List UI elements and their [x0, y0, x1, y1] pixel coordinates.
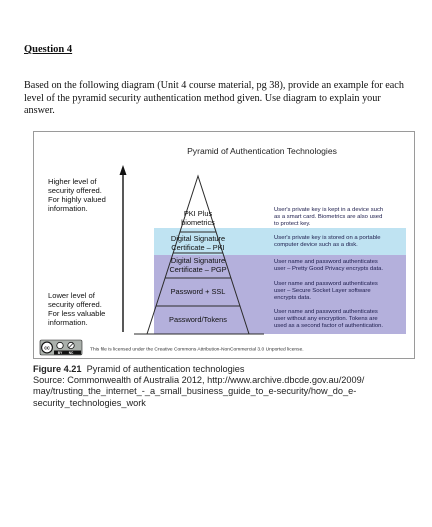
question-text: Based on the following diagram (Unit 4 course material, pg 38), provide an example for each level of the pyramid security authentication method given. Use diagram to explain your answer. [24, 80, 404, 117]
cc-license-badge [40, 340, 82, 355]
level-3-desc-line-1: User name and password authenticates [274, 259, 378, 265]
nc-badge-text: NC [68, 350, 74, 355]
level-4-desc-line-3: encrypts data. [274, 295, 312, 301]
level-4-desc-line-2: user – Secure Socket Layer software [274, 288, 371, 294]
level-1-label-line-1: PKI Plus [183, 209, 213, 218]
level-2-desc-line-1: User's private key is stored on a portable [274, 235, 381, 241]
level-5-desc-line-2: user without any encryption. Tokens are [274, 316, 378, 322]
level-3-desc-line-2: user – Pretty Good Privacy encrypts data. [274, 266, 384, 272]
level-1-desc-line-3: to protect key. [274, 221, 311, 227]
license-text: This file is licensed under the Creative Commons Attribution-NonCommercial 3.0 Unported license. [90, 347, 304, 353]
pyramid-figure [33, 131, 415, 359]
lower-level-line-3: For less valuable [48, 309, 106, 318]
level-2-desc-line-2: computer device such as a disk. [274, 242, 358, 248]
level-1-label-line-2: biometrics [181, 218, 215, 227]
higher-level-line-1: Higher level of [48, 177, 97, 186]
higher-level-line-2: security offered. [48, 186, 102, 195]
cc-badge-text: cc [44, 345, 50, 352]
higher-level-line-3: For highly valued [48, 195, 106, 204]
lower-level-line-4: information. [48, 318, 88, 327]
lower-level-line-1: Lower level of [48, 291, 95, 300]
arrow-head-icon [120, 165, 127, 175]
source-line-1: Source: Commonwealth of Australia 2012, http://www.archive.dbcde.gov.au/2009/ [33, 375, 365, 386]
figure-title-caption: Pyramid of authentication technologies [86, 364, 245, 374]
higher-level-line-4: information. [48, 204, 88, 213]
figure-number: Figure 4.21 [33, 364, 82, 374]
figure-caption [33, 364, 423, 409]
level-4-label: Password + SSL [170, 287, 226, 296]
pyramid-diagram [34, 132, 414, 358]
by-person-icon [57, 342, 63, 348]
level-4-desc-line-1: User name and password authenticates [274, 281, 378, 287]
level-5-label: Password/Tokens [169, 315, 227, 324]
by-badge-text: BY [57, 350, 63, 355]
source-line-2: may/trusting_the_internet_-_a_small_business_guide_to_e-security/how_do_e- [33, 386, 357, 397]
lower-level-line-2: security offered. [48, 300, 102, 309]
level-2-label-line-1: Digital Signature [170, 234, 226, 243]
level-2-label-line-2: Certificate – PKI [171, 243, 225, 252]
caption-title-line [33, 364, 423, 375]
level-1-desc-line-2: as a smart card. Biometrics are also used [274, 214, 383, 220]
source-line-3: security_technologies_work [33, 397, 146, 408]
level-1-desc-line-1: User's private key is kept in a device such [274, 207, 384, 213]
level-5-desc-line-1: User name and password authenticates [274, 309, 378, 315]
level-3-label-line-2: Certificate – PGP [169, 265, 227, 274]
question-heading: Question 4 [24, 44, 73, 55]
level-5-desc-line-3: used as a second factor of authentication. [274, 323, 384, 329]
figure-title: Pyramid of Authentication Technologies [187, 146, 337, 156]
level-3-label-line-1: Digital Signature [170, 256, 226, 265]
